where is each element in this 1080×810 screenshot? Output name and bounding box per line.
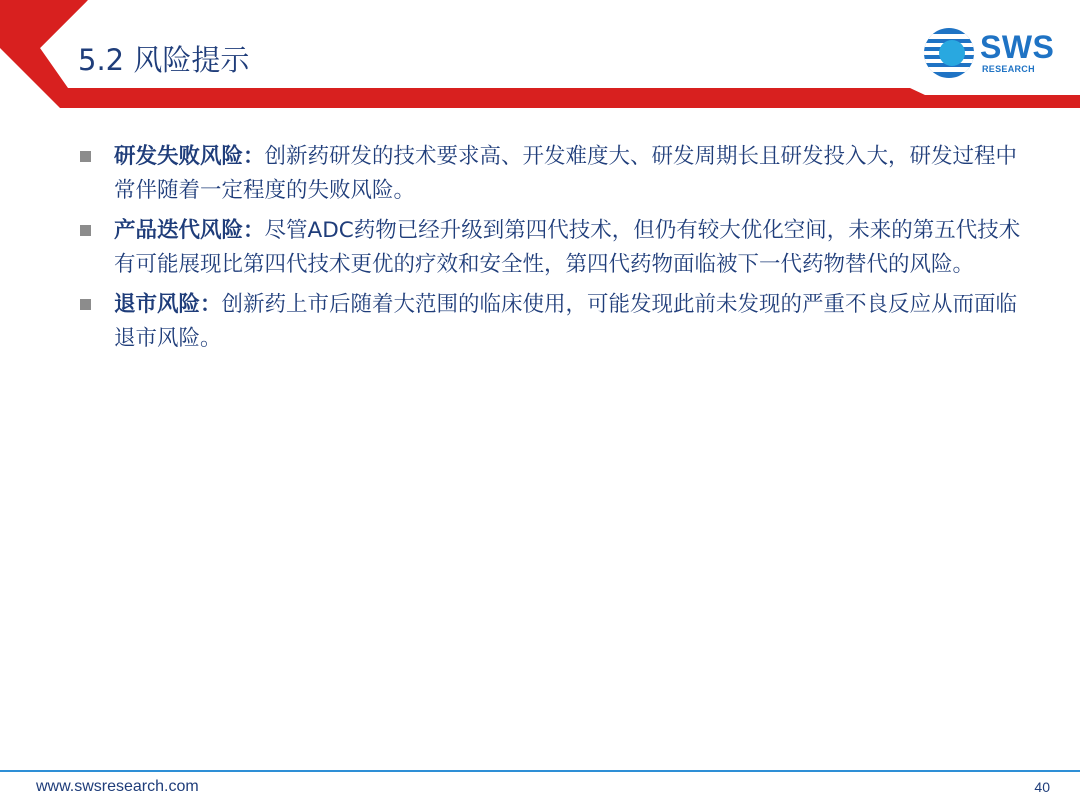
footer-divider bbox=[0, 770, 1080, 772]
list-item-label: 研发失败风险： bbox=[114, 144, 265, 169]
list-item-body: 创新药研发的技术要求高、开发难度大、研发周期长且研发投入大，研发过程中常伴随着一定程度的失败风险。 bbox=[114, 144, 1018, 203]
list-item-label: 产品迭代风险： bbox=[114, 218, 265, 243]
list-item bbox=[78, 140, 1038, 208]
page-number: 40 bbox=[1034, 779, 1050, 795]
list-item bbox=[78, 214, 1038, 282]
list-item bbox=[78, 288, 1038, 356]
list-item-body: 尽管ADC药物已经升级到第四代技术，但仍有较大优化空间，未来的第五代技术有可能展现比第四代技术更优的疗效和安全性，第四代药物面临被下一代药物替代的风险。 bbox=[114, 218, 1021, 277]
square-bullet-icon bbox=[80, 225, 91, 236]
square-bullet-icon bbox=[80, 151, 91, 162]
list-item-text bbox=[114, 144, 1017, 203]
footer-url: www.swsresearch.com bbox=[36, 778, 199, 795]
list-item-text bbox=[114, 218, 1020, 277]
globe-icon bbox=[922, 26, 976, 80]
logo-research-text: RESEARCH bbox=[982, 64, 1035, 74]
list-item-body: 创新药上市后随着大范围的临床使用，可能发现此前未发现的严重不良反应从而面临退市风险。 bbox=[114, 292, 1018, 351]
risk-list bbox=[78, 140, 1038, 362]
sws-logo bbox=[922, 26, 1062, 82]
list-item-label: 退市风险： bbox=[114, 292, 222, 317]
square-bullet-icon bbox=[80, 299, 91, 310]
page-title: 5.2 风险提示 bbox=[78, 43, 250, 77]
list-item-text bbox=[114, 292, 1017, 351]
logo-sws-text: SWS bbox=[980, 29, 1055, 65]
